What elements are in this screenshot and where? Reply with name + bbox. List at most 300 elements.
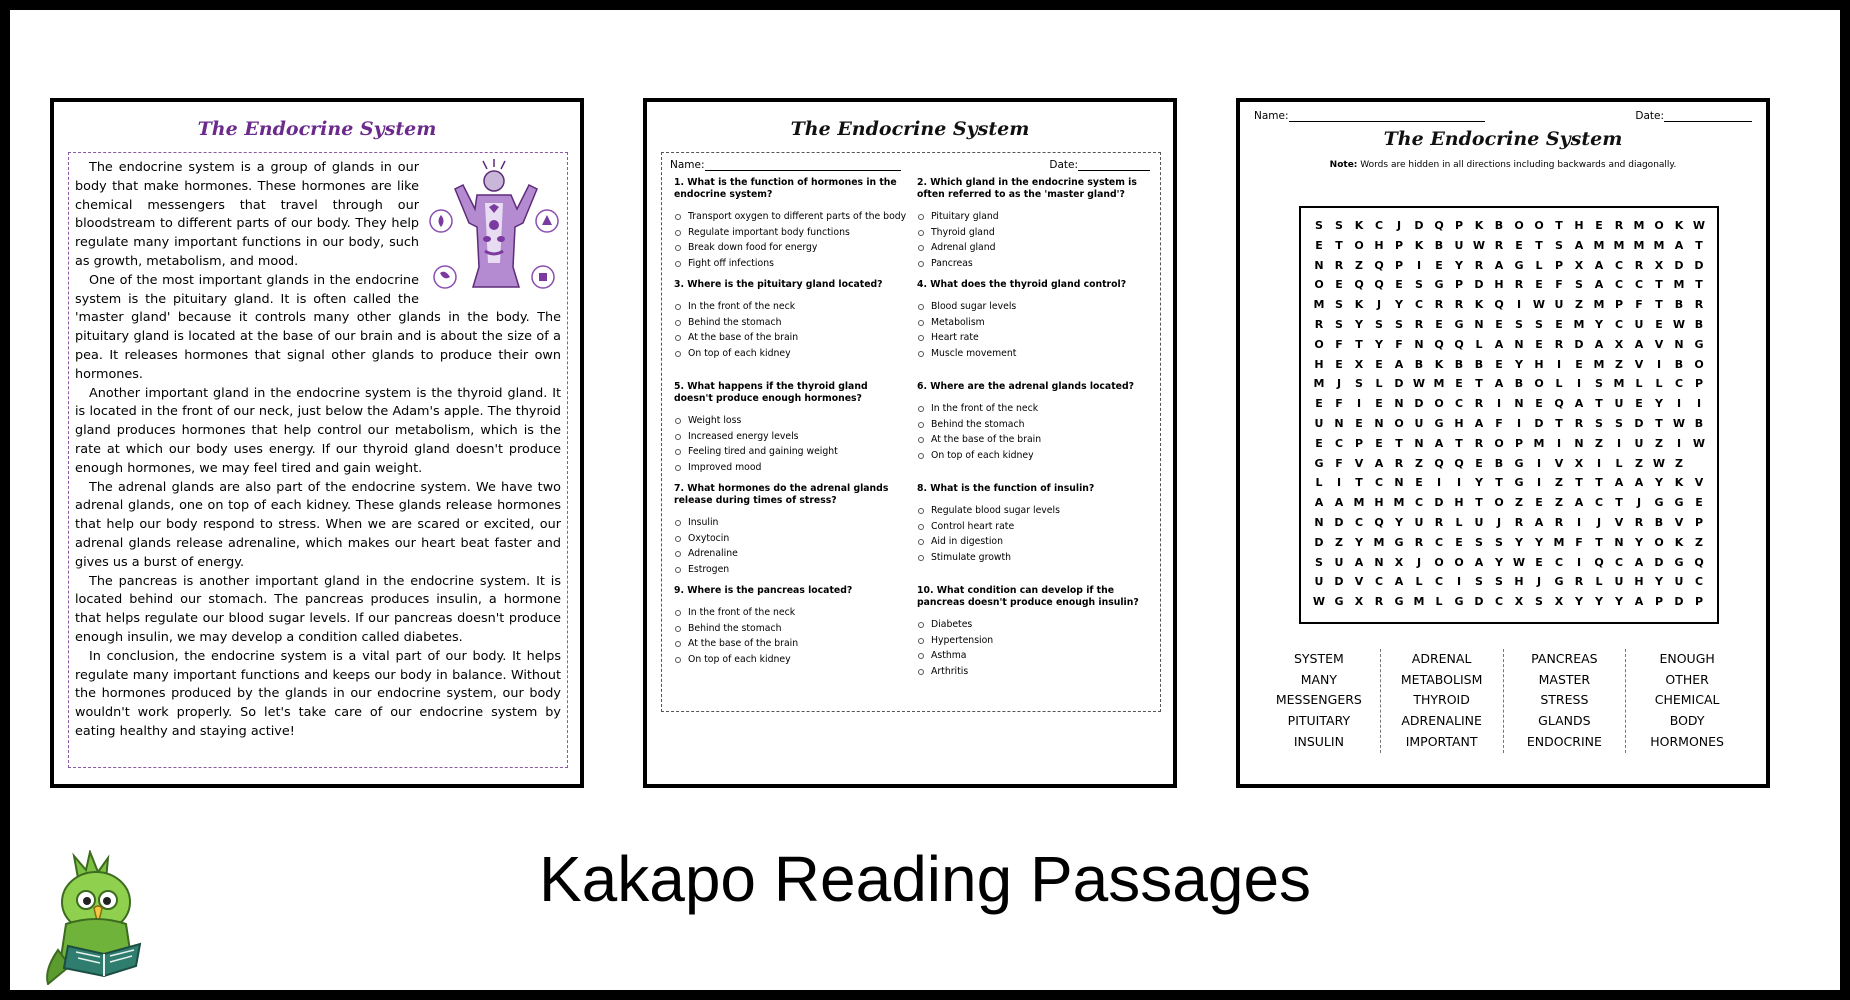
grid-letter: M	[1593, 298, 1605, 312]
grid-letter: T	[1595, 397, 1603, 411]
grid-letter: S	[1535, 317, 1543, 331]
grid-letter: G	[1394, 535, 1404, 549]
grid-letter: R	[1374, 595, 1384, 609]
grid-letter: O	[1354, 238, 1364, 252]
grid-letter: O	[1434, 555, 1444, 569]
grid-letter: K	[1354, 219, 1364, 232]
grid-letter: T	[1495, 476, 1503, 490]
grid-letter: F	[1495, 416, 1503, 430]
answer-option[interactable]: Pancreas	[917, 256, 1150, 272]
answer-option[interactable]: Behind the stomach	[674, 621, 907, 637]
grid-letter: U	[1474, 515, 1484, 529]
grid-letter: E	[1515, 238, 1523, 252]
grid-letter: H	[1374, 496, 1384, 510]
word-item: MASTER	[1538, 671, 1591, 687]
grid-letter: D	[1694, 258, 1704, 272]
grid-letter: W	[1512, 555, 1526, 569]
word-item: OTHER	[1665, 671, 1709, 687]
grid-letter: L	[1455, 515, 1463, 529]
answer-option[interactable]: On top of each kidney	[674, 652, 907, 668]
passage-page	[50, 98, 584, 788]
grid-letter: S	[1335, 219, 1343, 232]
grid-letter: O	[1314, 337, 1324, 351]
answer-options	[674, 413, 907, 475]
grid-letter: S	[1495, 575, 1503, 589]
grid-letter: P	[1554, 258, 1564, 272]
question-text: 3. Where is the pituitary gland located?	[674, 279, 883, 290]
answer-option[interactable]: Weight loss	[674, 413, 907, 429]
question-text: 7. What hormones do the adrenal glands release during times of stress?	[674, 483, 889, 506]
grid-letter: X	[1574, 456, 1584, 470]
grid-letter: T	[1455, 436, 1463, 450]
grid-letter: Y	[1515, 535, 1523, 549]
answer-option[interactable]: At the base of the brain	[674, 636, 907, 652]
grid-letter: A	[1674, 238, 1684, 252]
grid-letter: I	[1496, 397, 1502, 411]
grid-letter: D	[1534, 416, 1544, 430]
grid-letter: D	[1394, 377, 1404, 391]
quiz-question	[674, 483, 907, 585]
quiz-name-field[interactable]	[670, 159, 901, 171]
note-label: Note:	[1329, 160, 1358, 170]
answer-option[interactable]: Metabolism	[917, 315, 1150, 331]
grid-letter: Z	[1335, 535, 1343, 549]
grid-letter: U	[1554, 298, 1564, 312]
grid-letter: Y	[1535, 535, 1543, 549]
word-item: GLANDS	[1538, 713, 1591, 729]
answer-option[interactable]: Regulate blood sugar levels	[917, 503, 1150, 519]
grid-letter: T	[1555, 219, 1563, 232]
grid-letter: J	[1496, 515, 1502, 529]
grid-letter: N	[1514, 337, 1524, 351]
grid-letter: Z	[1555, 476, 1563, 490]
ws-name-field[interactable]	[1254, 110, 1485, 122]
grid-letter: V	[1354, 456, 1364, 470]
grid-letter: E	[1435, 317, 1443, 331]
grid-letter: C	[1374, 219, 1384, 232]
grid-letter: R	[1514, 515, 1524, 529]
word-column	[1258, 649, 1381, 753]
grid-letter: Q	[1454, 337, 1464, 351]
quiz-question	[674, 279, 907, 381]
question-text: 9. Where is the pancreas located?	[674, 585, 853, 596]
grid-letter: T	[1355, 476, 1363, 490]
grid-letter: U	[1314, 416, 1324, 430]
grid-letter: C	[1414, 298, 1424, 312]
grid-letter: E	[1475, 456, 1483, 470]
grid-letter: P	[1514, 436, 1524, 450]
grid-letter: V	[1634, 357, 1644, 371]
grid-letter: T	[1655, 416, 1663, 430]
answer-options	[674, 605, 907, 667]
word-item: IMPORTANT	[1405, 733, 1478, 749]
grid-letter: D	[1414, 397, 1424, 411]
grid-letter: H	[1374, 238, 1384, 252]
grid-letter: A	[1314, 496, 1324, 510]
answer-options	[917, 299, 1150, 361]
kakapo-parrot-logo	[38, 850, 164, 985]
grid-letter: S	[1515, 317, 1523, 331]
grid-letter: Z	[1555, 496, 1563, 510]
answer-option[interactable]: On top of each kidney	[674, 346, 907, 362]
grid-letter: Q	[1434, 219, 1444, 232]
word-item: METABOLISM	[1400, 671, 1483, 687]
grid-letter: J	[1536, 575, 1542, 589]
answer-option[interactable]: Insulin	[674, 515, 907, 531]
grid-letter: B	[1454, 357, 1464, 371]
grid-letter: O	[1654, 219, 1664, 232]
endocrine-body-illustration	[427, 159, 561, 291]
grid-letter: H	[1314, 357, 1324, 371]
grid-letter: D	[1474, 278, 1484, 292]
grid-letter: Y	[1495, 555, 1503, 569]
grid-letter: K	[1354, 298, 1364, 312]
grid-letter: I	[1336, 476, 1342, 490]
answer-option[interactable]: Muscle movement	[917, 346, 1150, 362]
answer-option[interactable]: Estrogen	[674, 562, 907, 578]
grid-letter: C	[1694, 575, 1704, 589]
grid-letter: F	[1335, 337, 1343, 351]
answer-option[interactable]: Blood sugar levels	[917, 299, 1150, 315]
grid-letter: X	[1574, 258, 1584, 272]
answer-option[interactable]: Behind the stomach	[674, 315, 907, 331]
grid-letter: Y	[1635, 535, 1643, 549]
grid-letter: E	[1495, 357, 1503, 371]
grid-letter: B	[1674, 298, 1684, 312]
grid-letter: W	[1692, 436, 1706, 450]
grid-letter: P	[1394, 258, 1404, 272]
grid-letter: L	[1535, 258, 1543, 272]
word-item: PITUITARY	[1287, 713, 1351, 729]
answer-option[interactable]: Improved mood	[674, 460, 907, 476]
quiz-title: The Endocrine System	[790, 118, 1030, 140]
grid-letter: E	[1455, 535, 1463, 549]
grid-letter: N	[1314, 515, 1324, 529]
answer-option[interactable]: Break down food for energy	[674, 240, 907, 256]
passage-text	[75, 159, 561, 742]
answer-option[interactable]: Transport oxygen to different parts of the body	[674, 209, 907, 225]
grid-letter: Q	[1434, 337, 1444, 351]
grid-letter: I	[1576, 377, 1582, 391]
question-text: 2. Which gland in the endocrine system is often referred to as the 'master gland'?	[917, 177, 1137, 200]
grid-letter: S	[1615, 416, 1623, 430]
grid-letter: Z	[1635, 456, 1643, 470]
grid-letter: G	[1674, 555, 1684, 569]
grid-letter: A	[1434, 436, 1444, 450]
word-item: STRESS	[1540, 692, 1589, 708]
grid-letter: K	[1674, 535, 1684, 549]
passage-paragraph: The endocrine system is a group of glands in our body that make hormones. These hormones are like chemical messengers that travel through our bloodstream to different parts of our body. They help regulate many important functions in our body, such as growth, metabolism, and mood.	[75, 160, 419, 269]
answer-option[interactable]: In the front of the neck	[917, 401, 1150, 417]
grid-letter: N	[1394, 397, 1404, 411]
grid-letter: M	[1413, 595, 1425, 609]
grid-letter: P	[1694, 595, 1704, 609]
grid-letter: T	[1615, 496, 1623, 510]
grid-letter: N	[1614, 535, 1624, 549]
quiz-date-field[interactable]	[1049, 159, 1150, 171]
grid-letter: S	[1315, 219, 1323, 232]
grid-letter: X	[1354, 357, 1364, 371]
answer-option[interactable]: Increased energy levels	[674, 429, 907, 445]
wordsearch-note	[1240, 160, 1766, 170]
grid-letter: P	[1694, 515, 1704, 529]
grid-letter: L	[1415, 575, 1423, 589]
grid-letter: R	[1554, 337, 1564, 351]
grid-letter: D	[1634, 416, 1644, 430]
passage-paragraph: One of the most important glands in the endocrine system is the pituitary gland. It is often called the 'master gland' because it controls many other glands in the body. The pituitary gland is located at the base of our brain and is about the size of a pea. It releases hormones that signal other glands to produce their own hormones.	[75, 272, 561, 382]
grid-letter: R	[1434, 298, 1444, 312]
answer-option[interactable]: Pituitary gland	[917, 209, 1150, 225]
grid-letter: A	[1494, 377, 1504, 391]
grid-letter: N	[1414, 337, 1424, 351]
grid-letter: C	[1494, 595, 1504, 609]
grid-letter: C	[1374, 575, 1384, 589]
grid-letter: E	[1395, 278, 1403, 292]
answer-option[interactable]: On top of each kidney	[917, 448, 1150, 464]
date-label: Date:	[1049, 159, 1078, 171]
grid-letter: X	[1614, 337, 1624, 351]
answer-option[interactable]: Aid in digestion	[917, 534, 1150, 550]
grid-letter: W	[1672, 416, 1686, 430]
grid-letter: N	[1514, 397, 1524, 411]
word-column	[1626, 649, 1748, 753]
grid-letter: P	[1394, 238, 1404, 252]
grid-letter: U	[1414, 416, 1424, 430]
grid-letter: Y	[1355, 317, 1363, 331]
grid-letter: B	[1694, 416, 1704, 430]
answer-option[interactable]: Heart rate	[917, 330, 1150, 346]
grid-letter: G	[1554, 575, 1564, 589]
grid-letter: A	[1594, 337, 1604, 351]
grid-letter: R	[1514, 278, 1524, 292]
grid-letter: K	[1474, 219, 1484, 232]
grid-letter: Z	[1595, 436, 1603, 450]
answer-option[interactable]: At the base of the brain	[674, 330, 907, 346]
grid-letter: V	[1554, 456, 1564, 470]
grid-letter: T	[1535, 238, 1543, 252]
grid-letter: T	[1475, 496, 1483, 510]
grid-letter: E	[1535, 496, 1543, 510]
grid-letter: V	[1354, 575, 1364, 589]
answer-option[interactable]: In the front of the neck	[674, 605, 907, 621]
grid-letter: M	[1533, 436, 1545, 450]
grid-letter: D	[1654, 555, 1664, 569]
grid-letter: S	[1415, 278, 1423, 292]
grid-letter: R	[1454, 298, 1464, 312]
grid-letter: C	[1554, 555, 1564, 569]
quiz-box	[661, 152, 1161, 712]
grid-letter: P	[1614, 298, 1624, 312]
grid-letter: A	[1574, 397, 1584, 411]
grid-letter: T	[1695, 278, 1703, 292]
answer-option[interactable]: Oxytocin	[674, 531, 907, 547]
ws-date-field[interactable]	[1635, 110, 1752, 122]
grid-letter: I	[1436, 476, 1442, 490]
grid-letter: K	[1434, 357, 1444, 371]
grid-letter: T	[1555, 416, 1563, 430]
grid-letter: F	[1575, 535, 1583, 549]
grid-letter: A	[1614, 476, 1624, 490]
question-text: 8. What is the function of insulin?	[917, 483, 1095, 494]
question-grid	[662, 171, 1160, 687]
date-label: Date:	[1635, 110, 1664, 122]
grid-letter: I	[1576, 515, 1582, 529]
grid-letter: W	[1672, 317, 1686, 331]
answer-options	[917, 503, 1150, 565]
answer-option[interactable]: Arthritis	[917, 664, 1150, 680]
grid-letter: A	[1354, 555, 1364, 569]
grid-letter: S	[1575, 278, 1583, 292]
grid-letter: W	[1532, 298, 1546, 312]
grid-letter: E	[1355, 416, 1363, 430]
grid-letter: P	[1654, 595, 1664, 609]
grid-letter: Y	[1595, 317, 1603, 331]
grid-letter: I	[1696, 397, 1702, 411]
grid-letter: B	[1494, 219, 1504, 232]
question-text: 6. Where are the adrenal glands located?	[917, 381, 1134, 392]
grid-letter: Q	[1374, 278, 1384, 292]
grid-letter: C	[1614, 258, 1624, 272]
grid-letter: S	[1375, 317, 1383, 331]
grid-letter: T	[1475, 377, 1483, 391]
grid-letter: O	[1454, 555, 1464, 569]
answer-option[interactable]: In the front of the neck	[674, 299, 907, 315]
grid-letter: I	[1596, 456, 1602, 470]
grid-letter: O	[1514, 219, 1524, 232]
grid-letter: O	[1534, 377, 1544, 391]
grid-letter: S	[1355, 377, 1363, 391]
grid-letter: X	[1394, 555, 1404, 569]
grid-letter: T	[1695, 238, 1703, 252]
word-item: HORMONES	[1650, 733, 1724, 749]
grid-letter: N	[1374, 416, 1384, 430]
grid-letter: E	[1595, 219, 1603, 232]
quiz-question	[674, 381, 907, 483]
grid-letter: G	[1334, 595, 1344, 609]
grid-letter: A	[1334, 496, 1344, 510]
grid-letter: M	[1613, 238, 1625, 252]
grid-letter: C	[1434, 535, 1444, 549]
answer-option[interactable]: Adrenal gland	[917, 240, 1150, 256]
grid-letter: R	[1474, 258, 1484, 272]
answer-option[interactable]: Adrenaline	[674, 546, 907, 562]
grid-letter: L	[1475, 337, 1483, 351]
answer-option[interactable]: At the base of the brain	[917, 432, 1150, 448]
grid-letter: Y	[1355, 535, 1363, 549]
grid-letter: E	[1415, 476, 1423, 490]
grid-letter: H	[1454, 496, 1464, 510]
grid-letter: E	[1315, 238, 1323, 252]
grid-letter: L	[1435, 595, 1443, 609]
grid-letter: Y	[1515, 357, 1523, 371]
grid-letter: G	[1514, 456, 1524, 470]
word-item: ENDOCRINE	[1526, 733, 1602, 749]
grid-letter: L	[1555, 377, 1563, 391]
grid-letter: D	[1334, 515, 1344, 529]
grid-letter: D	[1574, 337, 1584, 351]
grid-letter: P	[1354, 436, 1364, 450]
quiz-question	[917, 483, 1150, 585]
grid-letter: U	[1634, 317, 1644, 331]
grid-letter: H	[1494, 278, 1504, 292]
grid-letter: T	[1575, 476, 1583, 490]
grid-letter: J	[1416, 555, 1422, 569]
grid-letter: E	[1375, 397, 1383, 411]
answer-option[interactable]: Stimulate growth	[917, 550, 1150, 566]
grid-letter: E	[1315, 397, 1323, 411]
grid-letter: R	[1334, 258, 1344, 272]
grid-letter: A	[1374, 456, 1384, 470]
grid-letter: Y	[1395, 515, 1403, 529]
answer-option[interactable]: Behind the stomach	[917, 417, 1150, 433]
grid-letter: X	[1654, 258, 1664, 272]
question-text: 5. What happens if the thyroid gland doesn't produce enough hormones?	[674, 381, 868, 404]
grid-letter: E	[1375, 436, 1383, 450]
grid-letter: R	[1614, 219, 1624, 232]
grid-letter: O	[1394, 416, 1404, 430]
grid-letter: M	[1313, 298, 1325, 312]
grid-letter: J	[1596, 515, 1602, 529]
letter-grid-box	[1299, 206, 1719, 624]
grid-letter: V	[1654, 337, 1664, 351]
grid-letter: R	[1694, 298, 1704, 312]
answer-option[interactable]: Diabetes	[917, 617, 1150, 633]
answer-option[interactable]: Asthma	[917, 648, 1150, 664]
grid-letter: I	[1416, 258, 1422, 272]
grid-letter: T	[1655, 278, 1663, 292]
grid-letter: B	[1694, 317, 1704, 331]
word-item: PANCREAS	[1531, 651, 1598, 666]
answer-option[interactable]: Thyroid gland	[917, 225, 1150, 241]
grid-letter: G	[1654, 496, 1664, 510]
grid-letter: Q	[1354, 278, 1364, 292]
grid-letter: A	[1574, 238, 1584, 252]
grid-letter: P	[1694, 377, 1704, 391]
answer-option[interactable]: Feeling tired and gaining weight	[674, 444, 907, 460]
grid-letter: Z	[1415, 456, 1423, 470]
answer-option[interactable]: Regulate important body functions	[674, 225, 907, 241]
word-column	[1381, 649, 1504, 753]
grid-letter: C	[1434, 575, 1444, 589]
answer-option[interactable]: Fight off infections	[674, 256, 907, 272]
grid-letter: A	[1494, 258, 1504, 272]
word-item: THYROID	[1413, 692, 1470, 708]
name-label: Name:	[670, 159, 705, 171]
grid-letter: A	[1474, 555, 1484, 569]
grid-letter: V	[1614, 515, 1624, 529]
word-item: SYSTEM	[1293, 651, 1344, 666]
grid-letter: O	[1534, 219, 1544, 232]
passage-paragraph: Another important gland in the endocrine system is the thyroid gland. It is located in the front of our neck, just below the Adam's apple. The thyroid gland produces hormones that help control our metabolism, which is the rate at which our body uses energy. If our thyroid gland doesn't produce enough hormones, we may feel tired and gain weight.	[75, 385, 561, 476]
grid-letter: T	[1595, 476, 1603, 490]
grid-letter: W	[1412, 377, 1426, 391]
grid-letter: B	[1654, 515, 1664, 529]
grid-letter: I	[1556, 436, 1562, 450]
grid-letter: Q	[1554, 397, 1564, 411]
grid-letter: Z	[1615, 357, 1623, 371]
grid-letter: L	[1655, 377, 1663, 391]
grid-letter: J	[1376, 298, 1382, 312]
quiz-question	[674, 585, 907, 687]
answer-option[interactable]: Control heart rate	[917, 519, 1150, 535]
grid-letter: H	[1634, 575, 1644, 589]
grid-letter: N	[1334, 416, 1344, 430]
grid-letter: M	[1393, 496, 1405, 510]
grid-letter: F	[1635, 298, 1643, 312]
answer-option[interactable]: Hypertension	[917, 633, 1150, 649]
grid-letter: S	[1395, 317, 1403, 331]
name-label: Name:	[1254, 110, 1289, 122]
